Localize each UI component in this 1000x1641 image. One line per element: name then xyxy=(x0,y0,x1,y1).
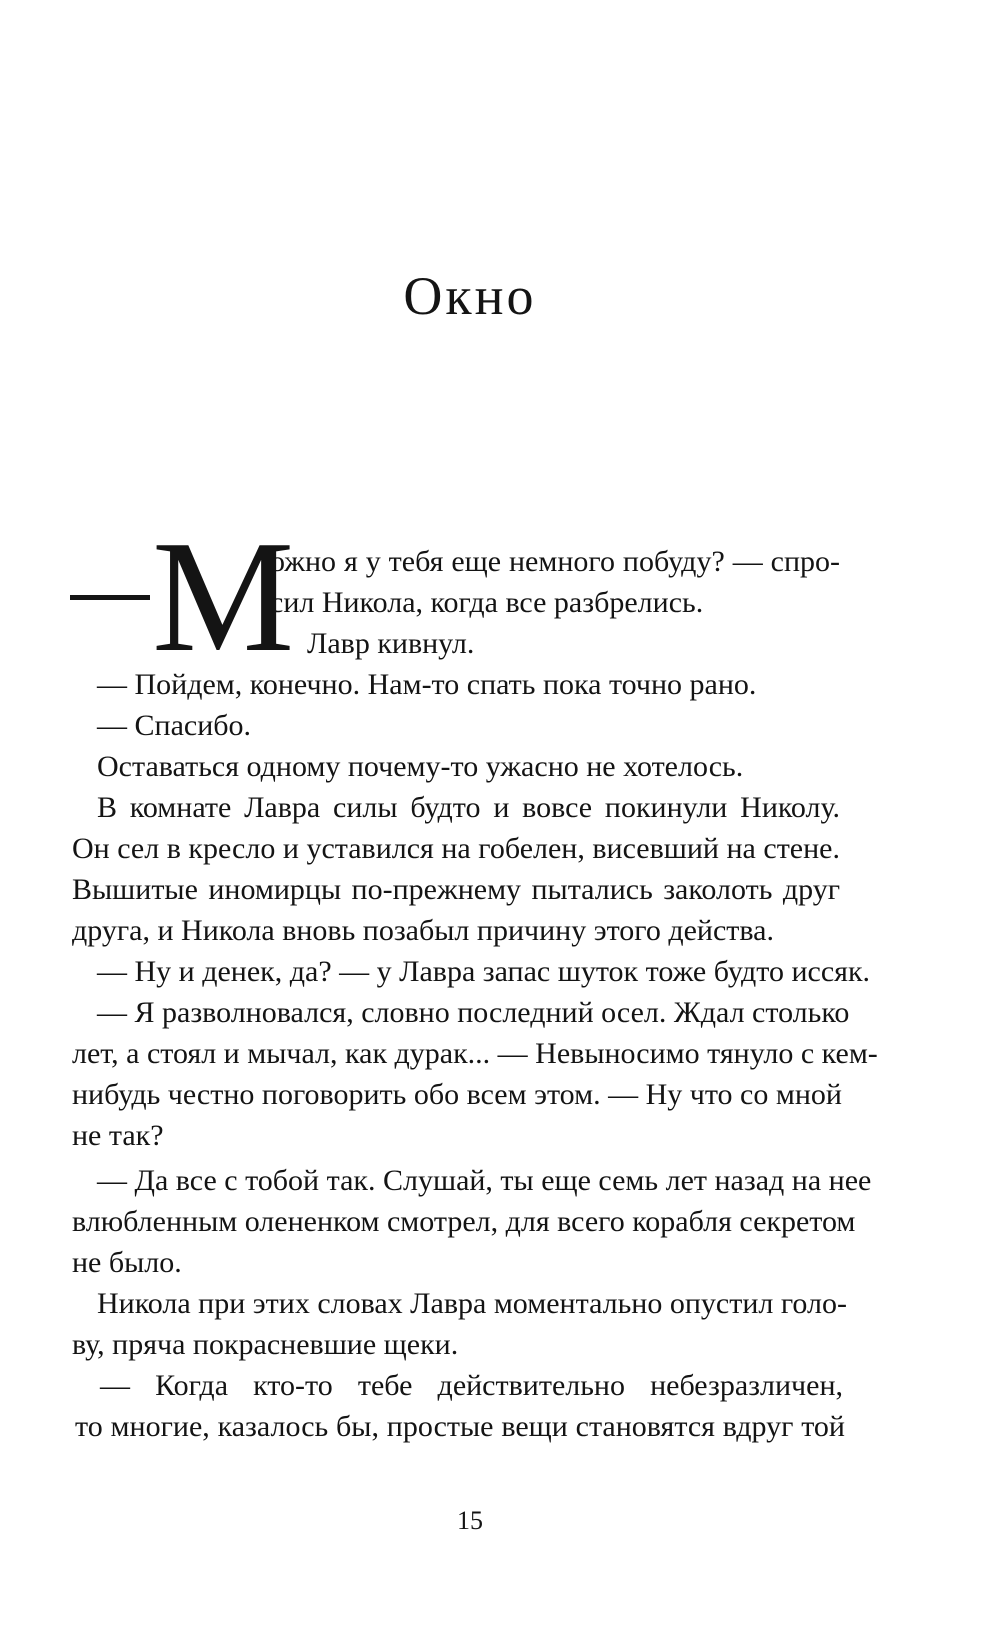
page-number: 15 xyxy=(457,1506,483,1535)
text-line: — Я разволновался, словно последний осел. Ждал столько xyxy=(97,996,850,1029)
text-line: ву, пряча покрасневшие щеки. xyxy=(72,1328,459,1361)
text-line: друга, и Никола вновь позабыл причину этого действа. xyxy=(72,914,774,947)
dialogue-dash xyxy=(70,595,150,600)
text-line: В комнате Лавра силы будто и вовсе покинули Николу. xyxy=(97,791,840,824)
text-line: Вышитые иномирцы по-прежнему пытались заколоть друг xyxy=(72,873,840,906)
text-line: Лавр кивнул. xyxy=(307,627,475,660)
text-line: не так? xyxy=(72,1119,164,1152)
text-line: влюбленным олененком смотрел, для всего корабля секретом xyxy=(72,1205,856,1238)
text-line: — Спасибо. xyxy=(97,709,252,742)
text-line: нибудь честно поговорить обо всем этом. — Ну что со мной xyxy=(72,1078,842,1111)
text-line: Он сел в кресло и уставился на гобелен, висевший на стене. xyxy=(72,832,840,865)
text-line: — Пойдем, конечно. Нам-то спать пока точно рано. xyxy=(97,668,757,701)
text-line: — Ну и денек, да? — у Лавра запас шуток тоже будто иссяк. xyxy=(97,955,871,988)
text-line: то многие, казалось бы, простые вещи становятся вдруг той xyxy=(75,1410,845,1443)
text-line: лет, а стоял и мычал, как дурак... — Невыносимо тянуло с кем- xyxy=(72,1037,878,1070)
text-line: ожно я у тебя еще немного побуду? — спро- xyxy=(270,545,840,578)
text-line: Никола при этих словах Лавра моментально опустил голо- xyxy=(97,1287,847,1320)
text-line: не было. xyxy=(72,1246,182,1279)
text-line: — Когда кто-то тебе действительно небезразличен, xyxy=(100,1369,843,1402)
chapter-title: Окно xyxy=(403,266,537,326)
text-line: — Да все с тобой так. Слушай, ты еще семь лет назад на нее xyxy=(97,1164,872,1197)
drop-cap: М xyxy=(152,507,295,685)
text-line: сил Никола, когда все разбрелись. xyxy=(270,586,704,619)
text-line: Оставаться одному почему-то ужасно не хотелось. xyxy=(97,750,744,783)
